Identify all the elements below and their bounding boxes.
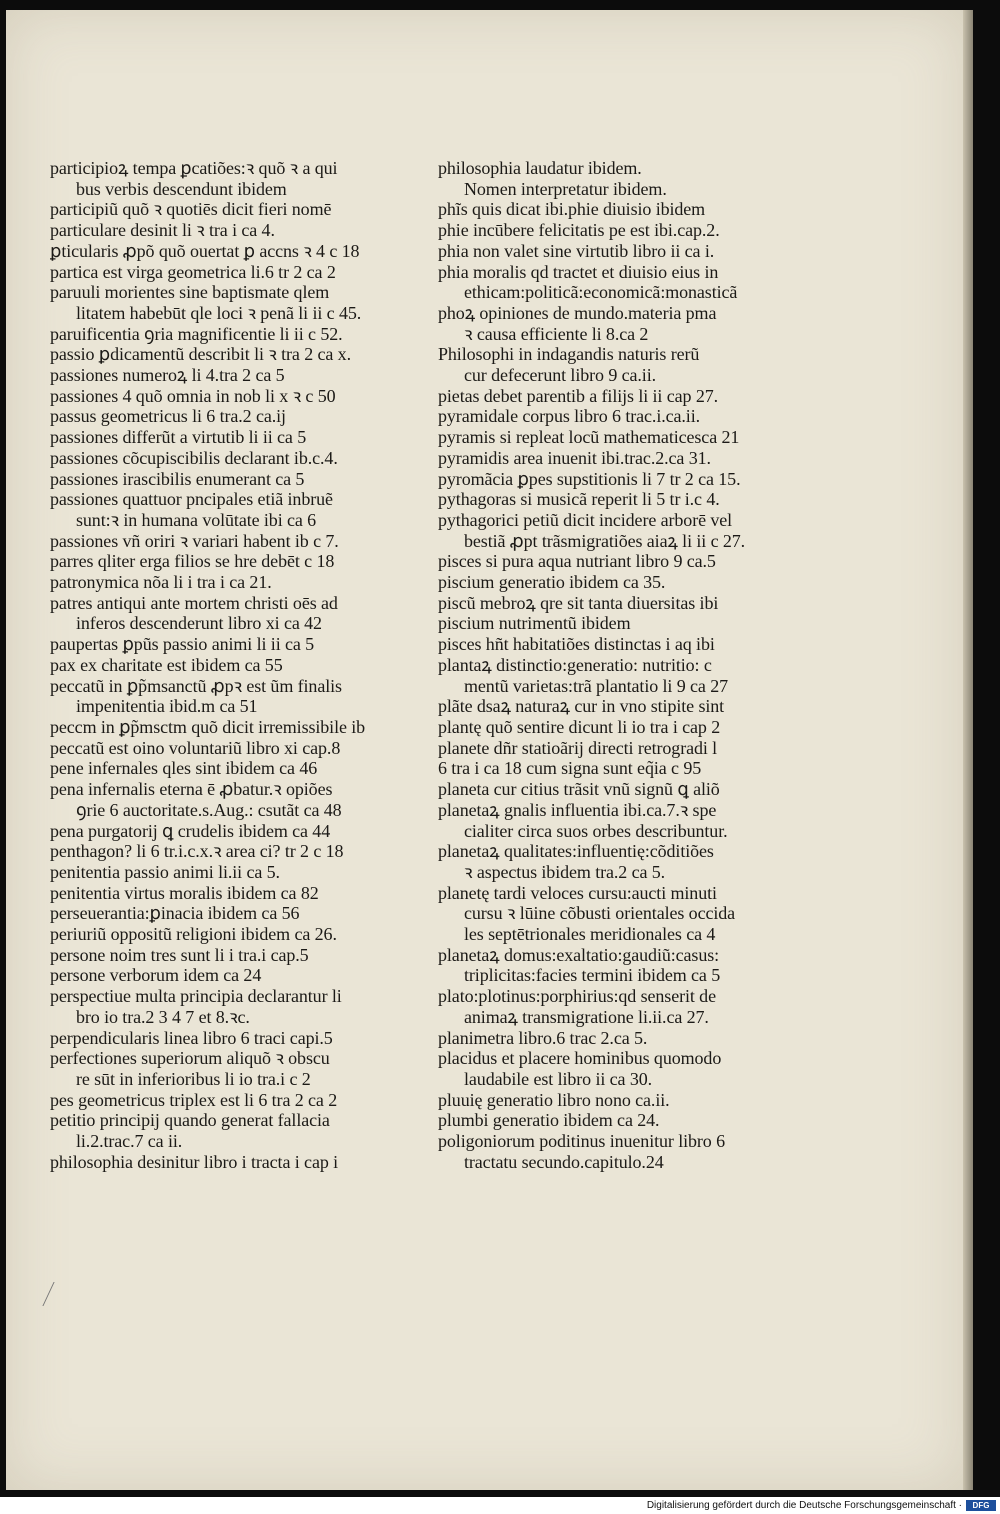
index-entry-line: planete dñr statioãrij directi retrogradi l	[438, 737, 718, 758]
ink-stroke-mark	[42, 1282, 62, 1306]
index-entry-line: laudabile est libro ii ca 30.	[464, 1068, 653, 1089]
index-entry-line: tractatu secundo.capitulo.24	[464, 1151, 664, 1172]
index-entry-line: planeta cur citius trãsit vnũ signũ ꝗ aliõ	[438, 779, 720, 800]
index-entry-line: placidus et placere hominibus quomodo	[438, 1048, 722, 1069]
index-entry-line: penitentia passio animi li.ii ca 5.	[50, 861, 280, 882]
index-entry-line: phĩs quis dicat ibi.phie diuisio ibidem	[438, 199, 706, 220]
index-entry-line: litatem habebūt qle loci ꝛ penã li ii c 45.	[76, 302, 362, 323]
index-entry-line: peccm in ꝑp̃msctm quõ dicit irremissibile ib	[50, 716, 366, 737]
index-entry-line: phie incūbere felicitatis pe est ibi.cap.2.	[438, 220, 720, 241]
index-entry-line: pisces hñt habitatiões distinctas i aq ibi	[438, 634, 715, 655]
index-entry-line: cursu ꝛ lūine cõbusti orientales occida	[464, 903, 736, 924]
index-entry-line: Nomen interpretatur ibidem.	[464, 178, 667, 199]
index-entry-line: piscium nutrimentũ ibidem	[438, 613, 631, 634]
index-entry-line: partica est virga geometrica li.6 tr 2 ca 2	[50, 261, 336, 282]
index-entry-line: perfectiones superiorum aliquõ ꝛ obscu	[50, 1048, 330, 1069]
index-entry-line: perseuerantia:ꝑinacia ibidem ca 56	[50, 903, 300, 924]
dfg-logo: DFG	[966, 1500, 996, 1511]
index-entry-line: ꝛ causa efficiente li 8.ca 2	[464, 323, 649, 344]
index-entry-line: passiones 4 quõ omnia in nob li x ꝛ c 50	[50, 385, 336, 406]
index-entry-line: pena infernalis eterna ē ꝓbatur.ꝛ opiões	[50, 779, 333, 800]
index-entry-line: parres qliter erga filios se hre debēt c 18	[50, 551, 335, 572]
index-entry-line: penthagon? li 6 tr.i.c.x.ꝛ area ci? tr 2 c 18	[50, 841, 344, 862]
index-entry-line: passiones numeroꝝ li 4.tra 2 ca 5	[50, 365, 285, 386]
index-entry-line: ꝯrie 6 auctoritate.s.Aug.: csutãt ca 48	[76, 799, 342, 820]
index-entry-line: plumbi generatio ibidem ca 24.	[438, 1110, 660, 1131]
index-entry-line: pyramidale corpus libro 6 trac.i.ca.ii.	[438, 406, 701, 427]
index-entry-line: peccatũ in ꝑp̃msanctũ ꝓpꝛ est ũm finalis	[50, 675, 342, 696]
index-entry-line: philosophia laudatur ibidem.	[438, 158, 642, 178]
index-entry-line: passus geometricus li 6 tra.2 ca.ij	[50, 406, 286, 427]
index-entry-line: planetaꝝ qualitates:influentię:cõditiões	[438, 841, 714, 862]
index-entry-line: pythagorici petiũ dicit incidere arborē vel	[438, 509, 733, 530]
index-entry-line: sunt:ꝛ in humana volūtate ibi ca 6	[76, 509, 317, 530]
index-entry-line: bro io tra.2 3 4 7 et 8.ꝛc.	[76, 1006, 250, 1027]
index-entry-line: cur defecerunt libro 9 ca.ii.	[464, 365, 657, 386]
index-entry-line: plantę quõ sentire dicunt li io tra i cap 2	[438, 716, 721, 737]
index-entry-line: ethicam:politicã:economicã:monasticã	[464, 282, 738, 303]
index-entry-line: pythagoras si musicã reperit li 5 tr i.c 4.	[438, 489, 720, 510]
index-entry-line: bestiã ꝓpt trãsmigratiões aiaꝝ li ii c 27.	[464, 530, 746, 551]
right-text-column	[438, 158, 798, 1172]
index-entry-line: 6 tra i ca 18 cum signa sunt eq̃ia c 95	[438, 758, 702, 779]
index-entry-line: phoꝝ opiniones de mundo.materia pma	[438, 302, 717, 323]
index-entry-line: les septētrionales meridionales ca 4	[464, 924, 716, 945]
index-entry-line: patronymica nõa li i tra i ca 21.	[50, 572, 272, 593]
index-entry-line: pyramis si repleat locũ mathematicesca 21	[438, 427, 740, 448]
index-entry-line: passiones irascibilis enumerant ca 5	[50, 468, 305, 489]
index-entry-line: plato:plotinus:porphirius:qd senserit de	[438, 986, 716, 1007]
index-entry-line: cialiter circa suos orbes describuntur.	[464, 820, 728, 841]
book-page	[6, 10, 964, 1490]
index-entry-line: passiones quattuor pncipales etiã inbruẽ	[50, 489, 333, 510]
index-entry-line: planetaꝝ domus:exaltatio:gaudiũ:casus:	[438, 944, 720, 965]
index-entry-line: pena purgatorij ꝗ crudelis ibidem ca 44	[50, 820, 331, 841]
index-entry-line: passiones cõcupiscibilis declarant ib.c.4.	[50, 447, 338, 468]
index-entry-line: pyramidis area inuenit ibi.trac.2.ca 31.	[438, 447, 711, 468]
index-entry-line: inferos descenderunt libro xi ca 42	[76, 613, 322, 634]
index-entry-line: re sūt in inferioribus li io tra.i c 2	[76, 1068, 311, 1089]
digitization-credit: Digitalisierung gefördert durch die Deutsche Forschungsgemeinschaft ·	[646, 1500, 962, 1511]
index-entry-line: planetaꝝ gnalis influentia ibi.ca.7.ꝛ spe	[438, 799, 717, 820]
index-entry-line: perpendicularis linea libro 6 traci capi.5	[50, 1027, 333, 1048]
index-entry-line: pene infernales qles sint ibidem ca 46	[50, 758, 318, 779]
index-entry-line: perspectiue multa principia declarantur li	[50, 986, 342, 1007]
index-entry-line: poligoniorum poditinus inuenitur libro 6	[438, 1131, 725, 1152]
index-entry-line: mentũ varietas:trã plantatio li 9 ca 27	[464, 675, 729, 696]
index-entry-line: persone noim tres sunt li i tra.i cap.5	[50, 944, 309, 965]
index-entry-line: piscium generatio ibidem ca 35.	[438, 572, 666, 593]
index-entry-line: passiones differũt a virtutib li ii ca 5	[50, 427, 307, 448]
index-entry-line: periuriũ oppositũ religioni ibidem ca 26.	[50, 924, 337, 945]
index-entry-line: pietas debet parentib a filijs li ii cap 27.	[438, 385, 719, 406]
index-entry-line: plantaꝝ distinctio:generatio: nutritio: c	[438, 654, 712, 675]
index-entry-line: li.2.trac.7 ca ii.	[76, 1131, 183, 1152]
index-entry-line: plãte dsaꝝ naturaꝝ cur in vno stipite sint	[438, 696, 725, 717]
index-entry-line: penitentia virtus moralis ibidem ca 82	[50, 882, 319, 903]
index-entry-line: philosophia desinitur libro i tracta i cap i	[50, 1151, 339, 1172]
index-entry-line: pes geometricus triplex est li 6 tra 2 ca 2	[50, 1089, 338, 1110]
index-entry-line: persone verborum idem ca 24	[50, 965, 262, 986]
index-entry-line: pyromãcia ꝑpes supstitionis li 7 tr 2 ca 15.	[438, 468, 741, 489]
index-entry-line: triplicitas:facies termini ibidem ca 5	[464, 965, 721, 986]
index-entry-line: peccatũ est oino voluntariũ libro xi cap.8	[50, 737, 341, 758]
index-entry-line: paupertas ꝑpũs passio animi li ii ca 5	[50, 634, 315, 655]
page-edge	[963, 10, 973, 1490]
index-entry-line: phia moralis qd tractet et diuisio eius in	[438, 261, 719, 282]
index-entry-line: patres antiqui ante mortem christi oēs ad	[50, 592, 338, 613]
index-entry-line: pax ex charitate est ibidem ca 55	[50, 654, 283, 675]
index-entry-line: Philosophi in indagandis naturis rerũ	[438, 344, 700, 365]
index-entry-line: paruificentia ꝯria magnificentie li ii c 52.	[50, 323, 343, 344]
index-entry-line: participioꝝ tempa ꝑcatiões:ꝛ quõ ꝛ a qui	[50, 158, 338, 178]
index-entry-line: planetę tardi veloces cursu:aucti minuti	[438, 882, 717, 903]
index-entry-line: paruuli morientes sine baptismate qlem	[50, 282, 330, 303]
index-entry-line: particulare desinit li ꝛ tra i ca 4.	[50, 220, 275, 241]
index-entry-line: pluuię generatio libro nono ca.ii.	[438, 1089, 670, 1110]
index-entry-line: planimetra libro.6 trac 2.ca 5.	[438, 1027, 648, 1048]
left-text-column	[50, 158, 415, 1172]
index-entry-line: impenitentia ibid.m ca 51	[76, 696, 258, 717]
index-entry-line: pisces si pura aqua nutriant libro 9 ca.5	[438, 551, 716, 572]
index-entry-line: participiũ quõ ꝛ quotiēs dicit fieri nomē	[50, 199, 332, 220]
index-entry-line: ꝛ aspectus ibidem tra.2 ca 5.	[464, 861, 666, 882]
index-entry-line: passiones vñ oriri ꝛ variari habent ib c 7.	[50, 530, 339, 551]
index-entry-line: phia non valet sine virtutib libro ii ca i.	[438, 240, 715, 261]
index-entry-line: piscũ mebroꝝ qre sit tanta diuersitas ibi	[438, 592, 719, 613]
index-entry-line: passio ꝑdicamentũ describit li ꝛ tra 2 ca x.	[50, 344, 351, 365]
index-entry-line: petitio principij quando generat fallacia	[50, 1110, 330, 1131]
index-entry-line: bus verbis descendunt ibidem	[76, 178, 287, 199]
index-entry-line: animaꝝ transmigratione li.ii.ca 27.	[464, 1006, 709, 1027]
index-entry-line: ꝑticularis ꝓpõ quõ ouertat ꝑ accns ꝛ 4 c 18	[50, 240, 360, 261]
